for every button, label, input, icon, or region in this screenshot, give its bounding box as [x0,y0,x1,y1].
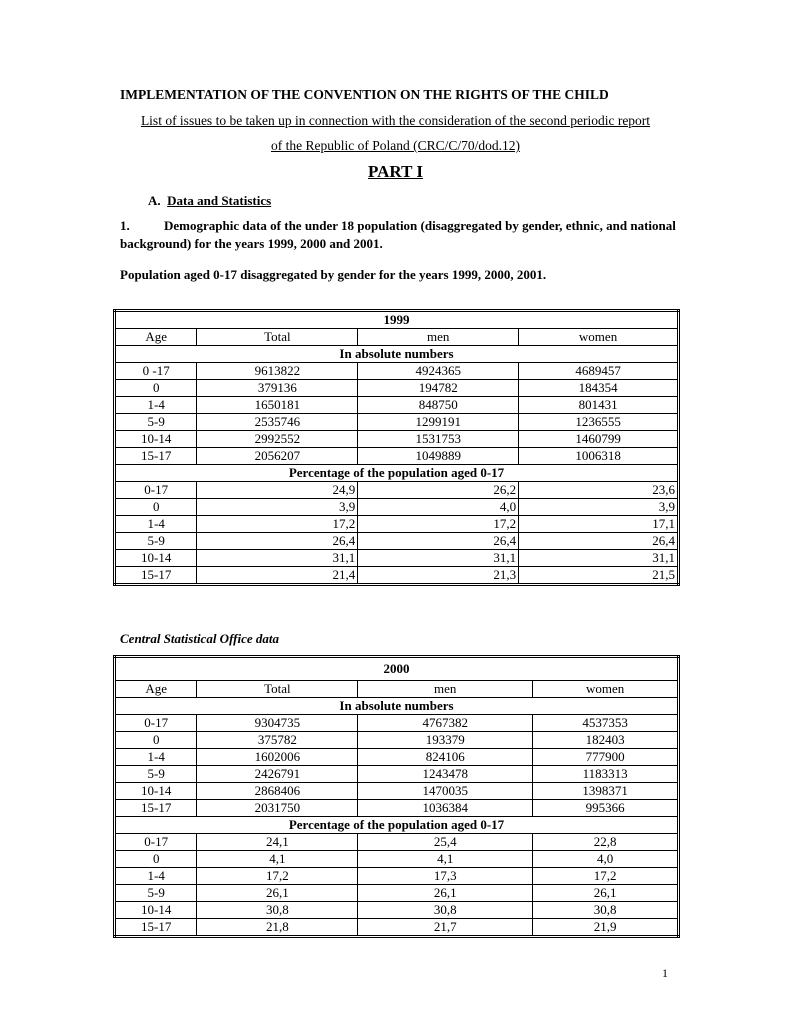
table-row [115,800,679,817]
value-cell: 801431 [519,397,679,414]
table-row [115,783,679,800]
age-cell: 10-14 [115,550,197,567]
value-cell: 30,8 [197,902,358,919]
table-2000 [113,655,680,938]
value-cell: 182403 [533,732,679,749]
value-cell: 21,3 [358,567,519,585]
value-cell: 4537353 [533,715,679,732]
header-row [115,681,679,698]
value-cell: 1398371 [533,783,679,800]
value-cell: 24,9 [197,482,358,499]
age-cell: 1-4 [115,516,197,533]
column-header: Age [115,329,197,346]
column-header: men [358,681,533,698]
table-row [115,749,679,766]
table-1999-body [115,311,679,585]
age-cell: 5-9 [115,533,197,550]
table-row [115,550,679,567]
age-cell: 0 [115,380,197,397]
value-cell: 1602006 [197,749,358,766]
value-cell: 375782 [197,732,358,749]
age-cell: 1-4 [115,868,197,885]
column-header: women [533,681,679,698]
section-label: In absolute numbers [115,346,679,363]
age-cell: 0-17 [115,482,197,499]
year-row [115,657,679,681]
column-header: Total [197,329,358,346]
value-cell: 31,1 [519,550,679,567]
age-cell: 15-17 [115,567,197,585]
value-cell: 194782 [358,380,519,397]
age-cell: 0 -17 [115,363,197,380]
section-title: Data and Statistics [167,193,272,208]
value-cell: 21,9 [533,919,679,937]
year-row [115,311,679,329]
value-cell: 17,2 [358,516,519,533]
age-cell: 1-4 [115,749,197,766]
value-cell: 1183313 [533,766,679,783]
value-cell: 17,2 [197,868,358,885]
table-row [115,414,679,431]
column-header: women [519,329,679,346]
table-row [115,919,679,937]
value-cell: 21,5 [519,567,679,585]
column-header: Age [115,681,197,698]
value-cell: 1049889 [358,448,519,465]
table-row [115,533,679,550]
value-cell: 1531753 [358,431,519,448]
section-label: In absolute numbers [115,698,679,715]
section-label-row [115,698,679,715]
value-cell: 379136 [197,380,358,397]
value-cell: 3,9 [197,499,358,516]
value-cell: 2031750 [197,800,358,817]
value-cell: 9304735 [197,715,358,732]
section-label-row [115,817,679,834]
header-row [115,329,679,346]
item-1 [120,217,680,253]
value-cell: 3,9 [519,499,679,516]
value-cell: 24,1 [197,834,358,851]
table-row [115,516,679,533]
table-row [115,482,679,499]
column-header: Total [197,681,358,698]
value-cell: 26,2 [358,482,519,499]
value-cell: 848750 [358,397,519,414]
table-row [115,567,679,585]
age-cell: 15-17 [115,448,197,465]
subtitle-line-1 [0,113,791,129]
age-cell: 0-17 [115,715,197,732]
table-row [115,397,679,414]
age-cell: 5-9 [115,885,197,902]
value-cell: 31,1 [197,550,358,567]
value-cell: 17,2 [197,516,358,533]
table-row [115,732,679,749]
value-cell: 30,8 [533,902,679,919]
age-cell: 0 [115,732,197,749]
table-row [115,715,679,732]
value-cell: 26,1 [533,885,679,902]
subtitle-line-1-text: List of issues to be taken up in connection with the consideration of the second periodic report [140,113,651,128]
table-row [115,902,679,919]
value-cell: 4689457 [519,363,679,380]
value-cell: 31,1 [358,550,519,567]
population-caption: Population aged 0-17 disaggregated by gender for the years 1999, 2000, 2001. [120,267,547,282]
age-cell: 15-17 [115,919,197,937]
value-cell: 4,0 [533,851,679,868]
section-label: Percentage of the population aged 0-17 [115,465,679,482]
value-cell: 1006318 [519,448,679,465]
value-cell: 2426791 [197,766,358,783]
value-cell: 1460799 [519,431,679,448]
value-cell: 184354 [519,380,679,397]
age-cell: 10-14 [115,902,197,919]
value-cell: 1236555 [519,414,679,431]
document-title: IMPLEMENTATION OF THE CONVENTION ON THE RIGHTS OF THE CHILD [120,87,609,102]
subtitle-line-2-text: of the Republic of Poland (CRC/C/70/dod.12) [271,138,520,153]
value-cell: 26,4 [519,533,679,550]
table-row [115,431,679,448]
value-cell: 777900 [533,749,679,766]
table-row [115,766,679,783]
value-cell: 17,3 [358,868,533,885]
age-cell: 5-9 [115,414,197,431]
value-cell: 4924365 [358,363,519,380]
value-cell: 2992552 [197,431,358,448]
age-cell: 5-9 [115,766,197,783]
age-cell: 0 [115,499,197,516]
section-label: Percentage of the population aged 0-17 [115,817,679,834]
part-heading: PART I [368,162,423,181]
value-cell: 2056207 [197,448,358,465]
value-cell: 21,7 [358,919,533,937]
age-cell: 0-17 [115,834,197,851]
source-note: Central Statistical Office data [120,631,280,646]
value-cell: 1299191 [358,414,519,431]
column-header: men [358,329,519,346]
value-cell: 21,8 [197,919,358,937]
value-cell: 1036384 [358,800,533,817]
age-cell: 1-4 [115,397,197,414]
table-2000-body [115,657,679,937]
value-cell: 26,4 [197,533,358,550]
value-cell: 1650181 [197,397,358,414]
table-row [115,363,679,380]
section-heading [148,193,271,209]
table-row [115,868,679,885]
value-cell: 25,4 [358,834,533,851]
age-cell: 0 [115,851,197,868]
value-cell: 995366 [533,800,679,817]
value-cell: 26,1 [358,885,533,902]
section-label-row [115,465,679,482]
value-cell: 4767382 [358,715,533,732]
year-cell: 2000 [115,657,679,681]
value-cell: 1470035 [358,783,533,800]
table-row [115,834,679,851]
value-cell: 4,0 [358,499,519,516]
value-cell: 26,4 [358,533,519,550]
age-cell: 10-14 [115,783,197,800]
value-cell: 2868406 [197,783,358,800]
subtitle-line-2 [0,138,791,154]
table-row [115,851,679,868]
value-cell: 22,8 [533,834,679,851]
value-cell: 193379 [358,732,533,749]
value-cell: 17,2 [533,868,679,885]
section-label-row [115,346,679,363]
value-cell: 9613822 [197,363,358,380]
section-letter: A. [148,193,161,208]
item-number: 1. [120,218,130,233]
value-cell: 824106 [358,749,533,766]
item-text: Demographic data of the under 18 population (disaggregated by gender, ethnic, and national background) for the years 1999, 2000 and 2001. [120,218,676,251]
age-cell: 15-17 [115,800,197,817]
value-cell: 30,8 [358,902,533,919]
table-row [115,448,679,465]
page-number: 1 [662,966,668,980]
age-cell: 10-14 [115,431,197,448]
table-row [115,885,679,902]
value-cell: 4,1 [197,851,358,868]
value-cell: 1243478 [358,766,533,783]
value-cell: 21,4 [197,567,358,585]
year-cell: 1999 [115,311,679,329]
value-cell: 23,6 [519,482,679,499]
table-row [115,499,679,516]
value-cell: 17,1 [519,516,679,533]
value-cell: 26,1 [197,885,358,902]
table-row [115,380,679,397]
table-1999 [113,309,680,586]
value-cell: 4,1 [358,851,533,868]
value-cell: 2535746 [197,414,358,431]
